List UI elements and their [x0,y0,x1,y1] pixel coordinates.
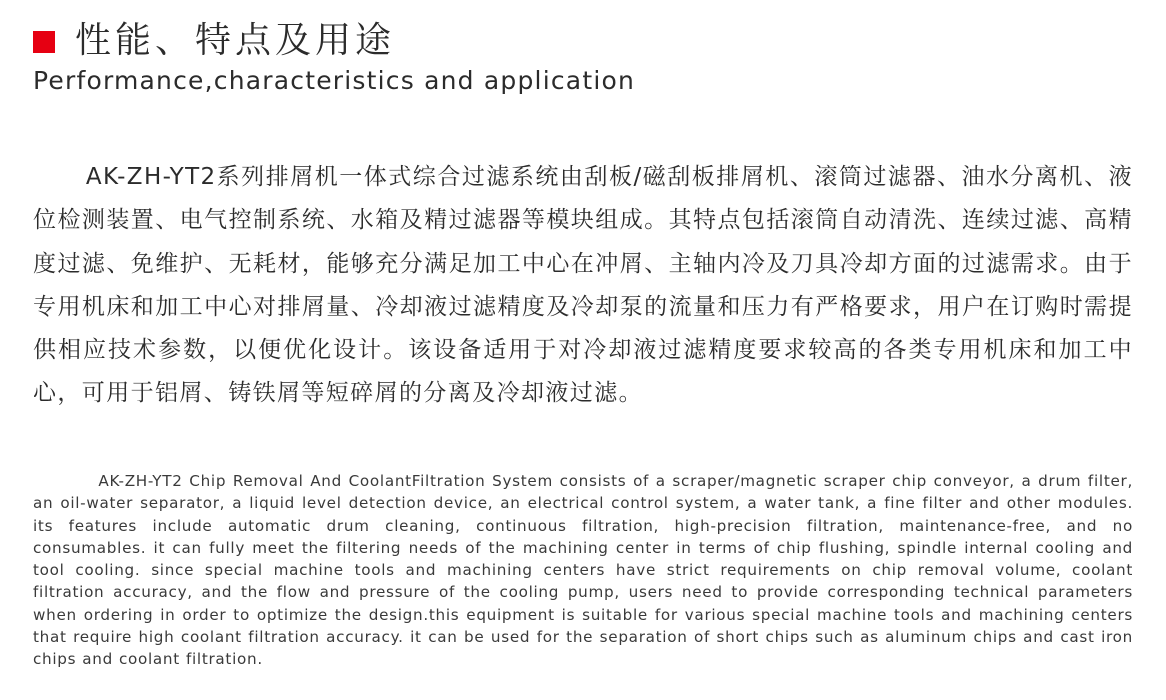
description-paragraph-chinese: AK-ZH-YT2系列排屑机一体式综合过滤系统由刮板/磁刮板排屑机、滚筒过滤器、油水分离机、液位检测装置、电气控制系统、水箱及精过滤器等模块组成。其特点包括滚筒自动清洗、连续过滤、高精度过滤、免维护、无耗材，能够充分满足加工中心在冲屑、主轴内冷及刀具冷却方面的过滤需求。由于专用机床和加工中心对排屑量、冷却液过滤精度及冷却泵的流量和压力有严格要求，用户在订购时需提供相应技术参数，以便优化设计。该设备适用于对冷却液过滤精度要求较高的各类专用机床和加工中心，可用于铝屑、铸铁屑等短碎屑的分离及冷却液过滤。 [33,164,1133,407]
section-header [33,18,1133,97]
title-row [33,18,1133,64]
section-title-chinese: 性能、特点及用途 [75,20,396,61]
red-square-bullet-icon [33,31,55,53]
section-title-english: Performance,characteristics and application [33,66,636,95]
description-paragraph-english: AK-ZH-YT2 Chip Removal And CoolantFiltration System consists of a scraper/magnetic scraper chip conveyor, a drum filter, an oil-water separator, a liquid level detection device, an electrical control system, a water tank, a fine filter and other modules. its features include automatic drum cleaning, continuous filtration, high-precision filtration, maintenance-free, and no consumables. it can fully meet the filtering needs of the machining center in terms of chip flushing, spindle internal cooling and tool cooling. since special machine tools and machining centers have strict requirements on chip removal volume, coolant filtration accuracy, and the flow and pressure of the cooling pump, users need to provide corresponding technical parameters when ordering in order to optimize the design.this equipment is suitable for various special machine tools and machining centers that require high coolant filtration accuracy. it can be used for the separation of short chips such as aluminum chips and cast iron chips and coolant filtration. [33,472,1133,669]
